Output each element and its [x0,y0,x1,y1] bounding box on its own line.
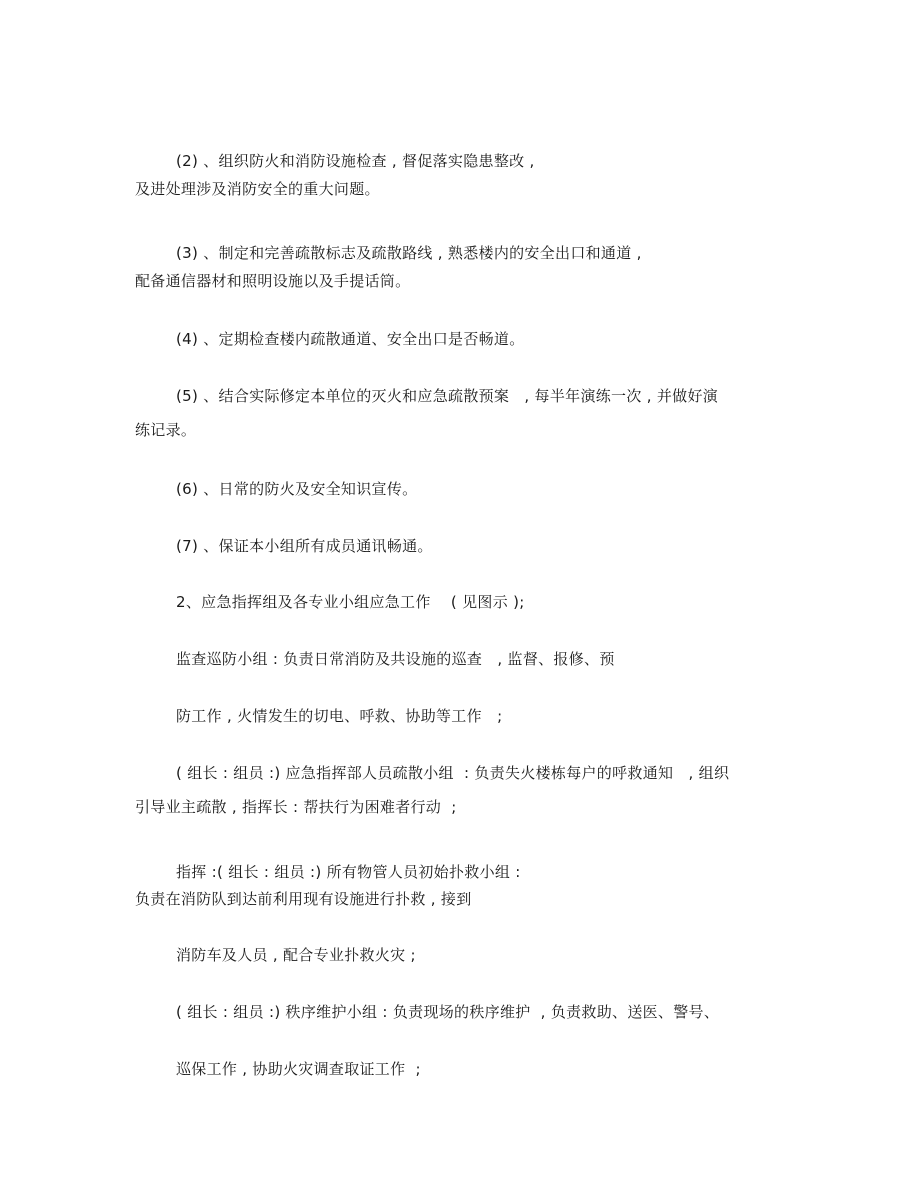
item-5-line-1: (5) 、结合实际修定本单位的灭火和应急疏散预案 , 每半年演练一次 , 并做好演 [176,387,719,405]
patrol-group-line-2: 防工作 , 火情发生的切电、呼救、协助等工作 ; [176,707,503,725]
evacuation-group-line-1: ( 组长 : 组员 :) 应急指挥部人员疏散小组 : 负责失火楼栋每户的呼救通知 , 组织 [176,764,730,782]
firefighting-group-line-2: 负责在消防队到达前利用现有设施进行扑救 , 接到 [135,890,472,908]
item-3-line-2: 配备通信器材和照明设施以及手提话筒。 [135,272,411,290]
evacuation-group-line-2: 引导业主疏散 , 指挥长 : 帮扶行为困难者行动 ; [135,798,457,816]
item-4: (4) 、定期检查楼内疏散通道、安全出口是否畅道。 [176,330,525,348]
section-2-heading: 2、应急指挥组及各专业小组应急工作 ( 见图示 ); [176,593,525,611]
order-group-line-1: ( 组长 : 组员 :) 秩序维护小组 : 负责现场的秩序维护 , 负责救助、送医、警号、 [176,1003,720,1021]
item-3-line-1: (3) 、制定和完善疏散标志及疏散路线 , 熟悉楼内的安全出口和通道 , [176,244,642,262]
order-group-line-2: 巡保工作 , 协助火灾调查取证工作 ; [176,1060,421,1078]
item-7: (7) 、保证本小组所有成员通讯畅通。 [176,537,433,555]
item-6: (6) 、日常的防火及安全知识宣传。 [176,480,418,498]
firefighting-group-line-1: 指挥 :( 组长 : 组员 :) 所有物管人员初始扑救小组 : [176,863,521,881]
item-2-line-2: 及进处理涉及消防安全的重大问题。 [135,180,380,198]
firefighting-group-line-3: 消防车及人员 , 配合专业扑救火灾 ; [176,946,416,964]
item-2-line-1: (2) 、组织防火和消防设施检查 , 督促落实隐患整改 , [176,152,535,170]
item-5-line-2: 练记录。 [135,421,197,439]
patrol-group-line-1: 监查巡防小组 : 负责日常消防及共设施的巡查 , 监督、报修、预 [176,650,615,668]
